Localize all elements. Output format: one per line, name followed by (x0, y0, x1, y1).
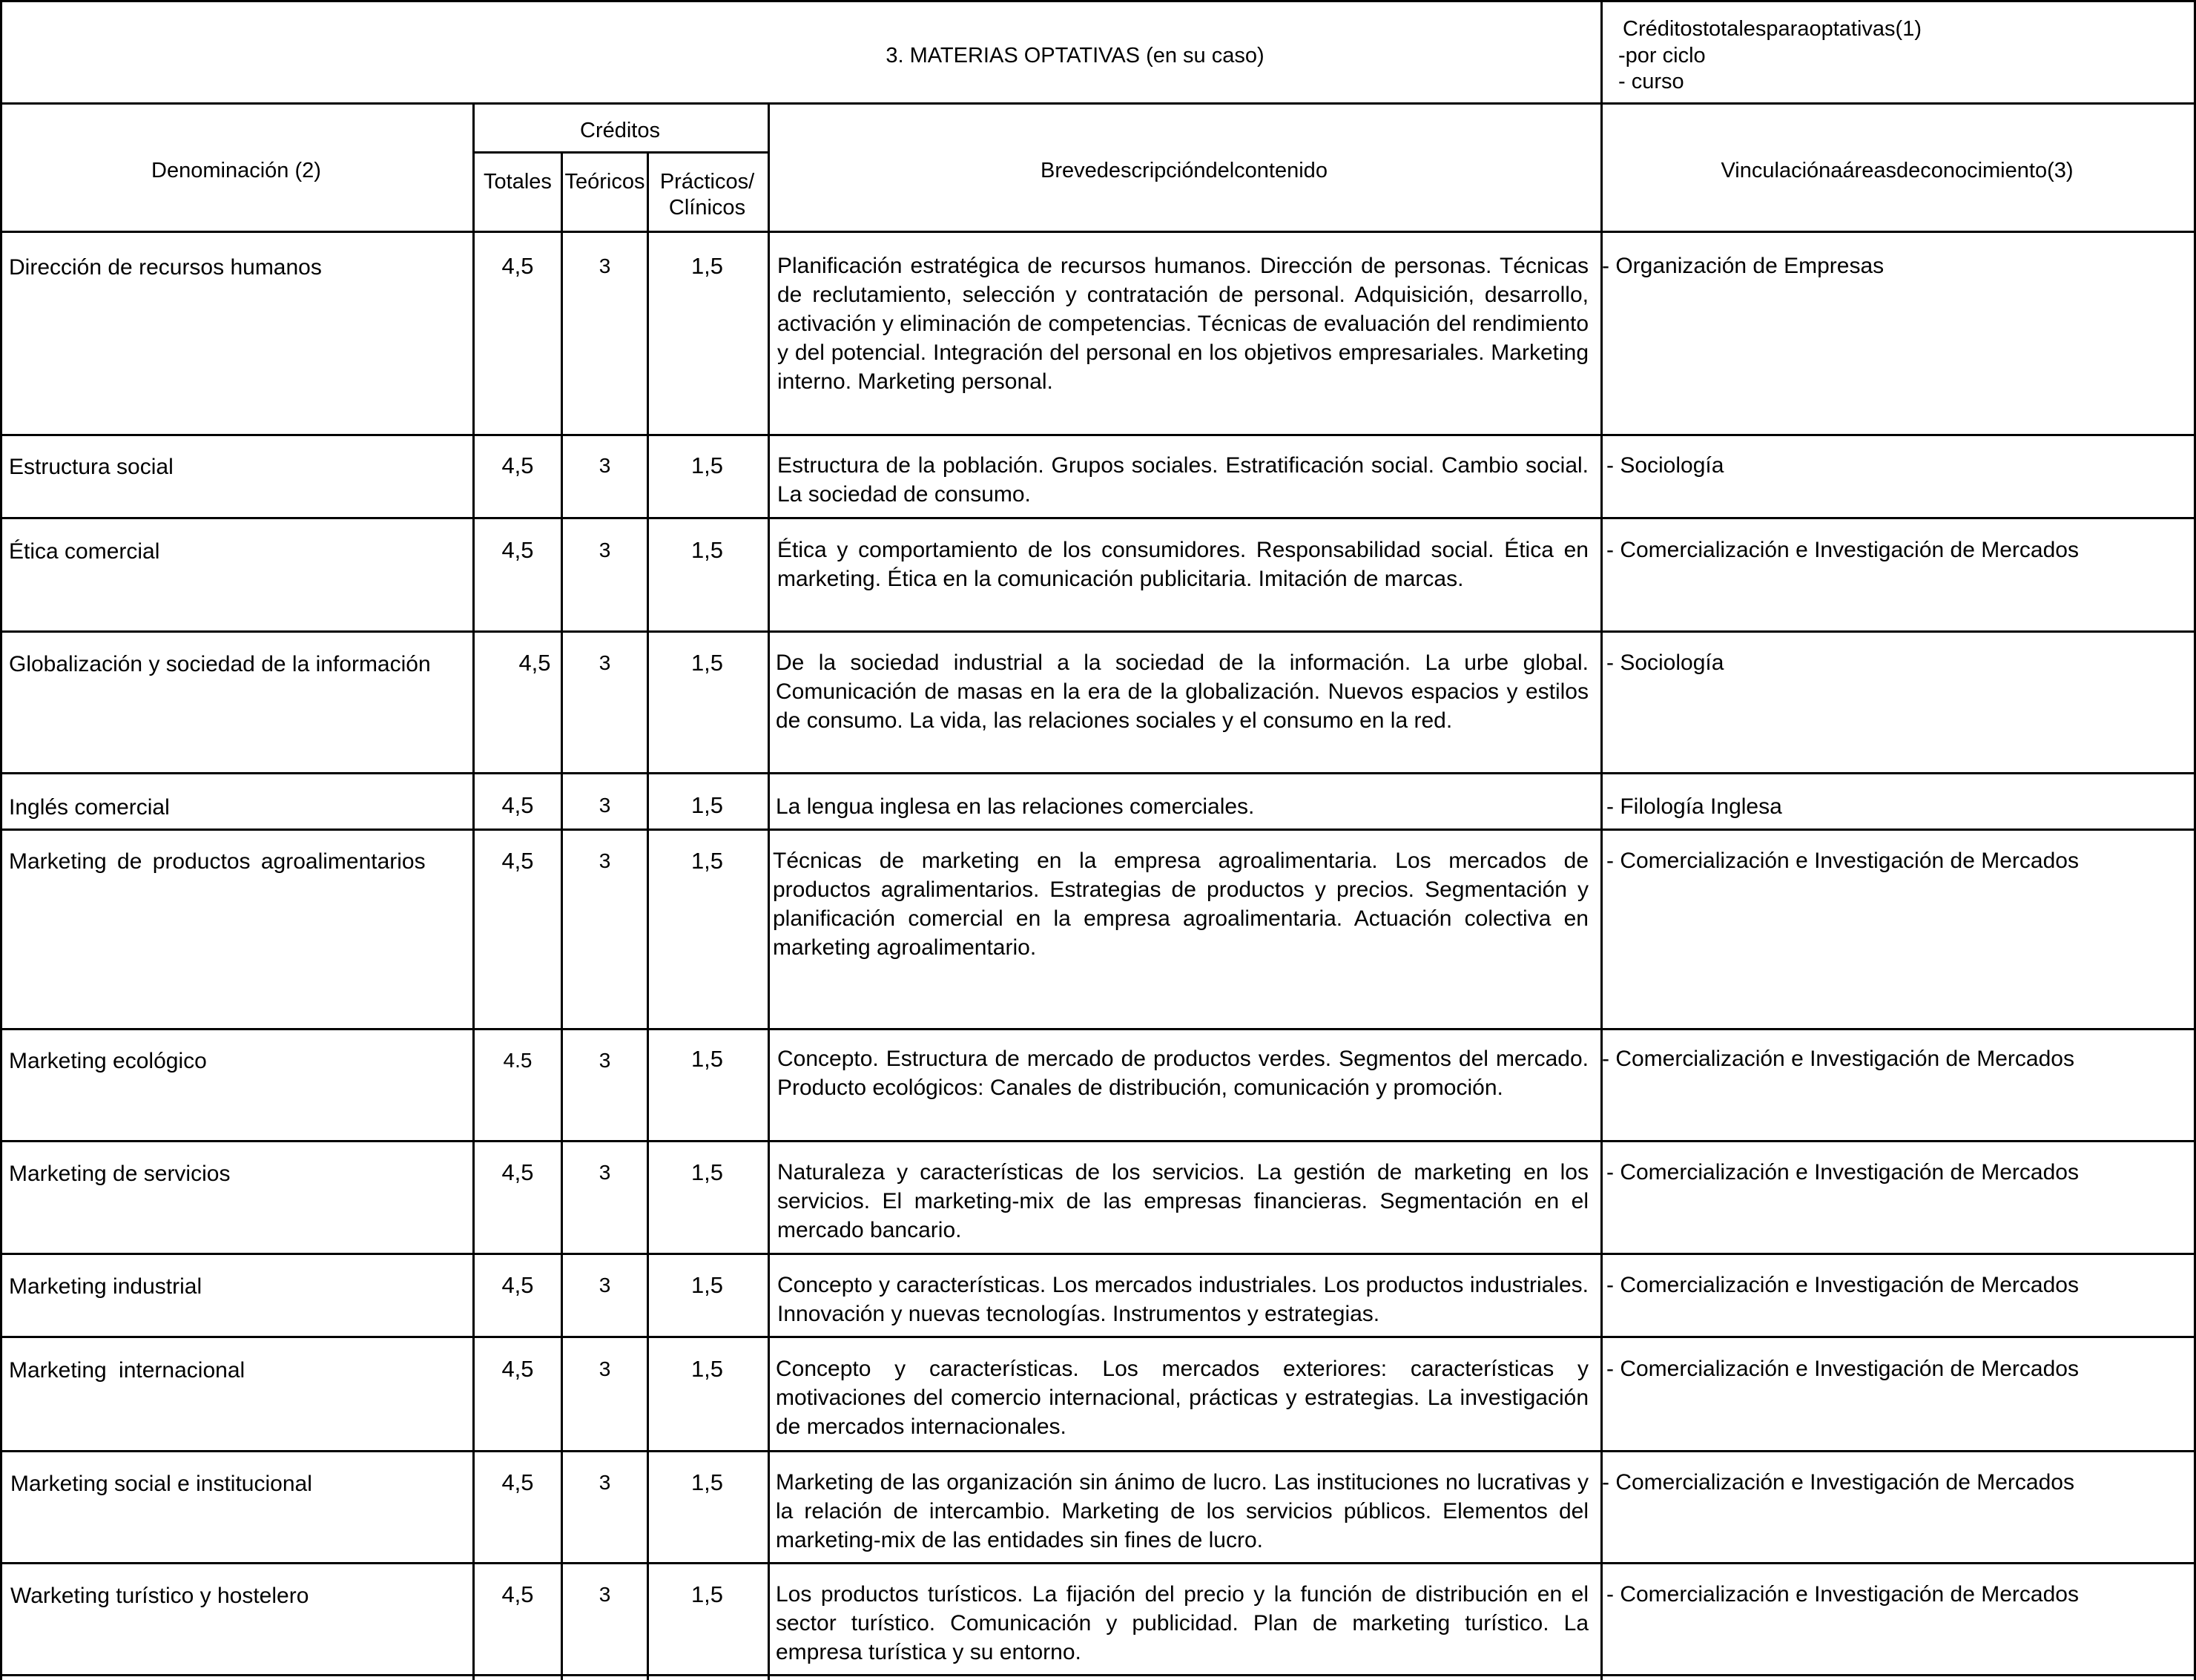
table-row-area: - Sociología (1606, 650, 1724, 675)
row-separator (0, 1336, 2196, 1338)
table-row-area: - Comercialización e Investigación de Mercados (1606, 849, 2079, 873)
table-row-teoricos: 3 (599, 454, 611, 477)
col-header-vinculacion: Vinculaciónaáreasdeconocimiento(3) (1721, 159, 2074, 182)
table-row-description: Los productos turísticos. La fijación del precio y la función de distribución en el sector turístico. Comunicación y publicidad. Plan de marketing turístico. La empresa turística y su entorno. (776, 1582, 1589, 1664)
section-title: 3. MATERIAS OPTATIVAS (en su caso) (886, 44, 1264, 67)
col-header-totales: Totales (484, 170, 552, 194)
table-row-practicos: 1,5 (690, 1159, 724, 1185)
table-row-totales: 4,5 (501, 253, 534, 279)
credits-note-line1: Créditostotalesparaoptativas(1) (1623, 17, 1922, 41)
table-row-practicos: 1,5 (690, 1581, 724, 1607)
table-row-name: Marketing social e institucional (10, 1472, 312, 1496)
row-separator (0, 829, 2196, 831)
table-row-description: Ética y comportamiento de los consumidores. Responsabilidad social. Ética en marketing. Ética en la comunicación publicitaria. Imitación de marcas. (777, 538, 1589, 591)
table-row-totales: 4,5 (501, 1272, 534, 1298)
table-row-teoricos: 3 (599, 794, 611, 817)
table-row-area: - Comercialización e Investigación de Mercados (1606, 538, 2079, 562)
table-row-name: Globalización y sociedad de la información (9, 652, 431, 676)
table-row-totales: 4,5 (501, 848, 534, 874)
col-header-practicos-2: Clínicos (668, 196, 746, 220)
table-row-teoricos: 3 (599, 538, 611, 561)
table-row-name: Ética comercial (9, 539, 160, 564)
col-header-creditos: Créditos (580, 119, 660, 142)
col-header-teoricos: Teóricos (564, 170, 645, 194)
creditos-underline (472, 151, 770, 154)
table-row-area: - Comercialización e Investigación de Mercados (1606, 1273, 2079, 1297)
table-row-area: - Comercialización e Investigación de Mercados (1602, 1470, 2074, 1495)
table-row-practicos: 1,5 (690, 1356, 724, 1382)
col-header-descripcion: Brevedescripcióndelcontenido (1041, 159, 1328, 182)
table-row-totales: 4,5 (518, 650, 551, 676)
row-separator (0, 772, 2196, 774)
table-row-name: Marketing de servicios (9, 1162, 231, 1186)
table-row-name: Marketing de productos agroalimentarios (9, 849, 426, 874)
table-row-practicos: 1,5 (690, 1046, 724, 1072)
row-separator (0, 1140, 2196, 1142)
table-row-teoricos: 3 (599, 1357, 611, 1380)
table-row-name: Inglés comercial (9, 795, 170, 820)
table-row-practicos: 1,5 (690, 1469, 724, 1495)
table-row-name: Warketing turístico y hostelero (10, 1584, 309, 1608)
table-row-totales: 4,5 (501, 1581, 534, 1607)
table-row-description: Técnicas de marketing en la empresa agroalimentaria. Los mercados de productos agralimentarios. Estrategias de productos y precios. Segmentación y planificación comercial en la empresa agroalimentaria. Actuación colectiva en marketing agroalimentario. (773, 849, 1589, 960)
column-header-bottom (0, 231, 2196, 233)
table-row-area: - Organización de Empresas (1602, 254, 1885, 278)
col-header-practicos-1: Prácticos/ (659, 170, 755, 194)
table-row-name: Marketing ecológico (9, 1049, 207, 1073)
table-row-name: Estructura social (9, 455, 174, 479)
credits-note-line2: -por ciclo (1618, 44, 1706, 67)
table-row-description: Planificación estratégica de recursos humanos. Dirección de personas. Técnicas de reclutamiento, selección y contratación de personal. Adquisición, desarrollo, activación y eliminación de competencias. Técnicas de evaluación del rendimiento y del potencial. Integración del personal en los objetivos empresariales. Marketing interno. Marketing personal. (777, 254, 1589, 394)
col-divider-name (472, 102, 475, 1680)
table-row-totales: 4,5 (501, 1469, 534, 1495)
row-separator (0, 517, 2196, 519)
row-separator (0, 630, 2196, 633)
table-row-teoricos: 3 (599, 1471, 611, 1494)
table-row-name: Marketing internacional (9, 1358, 245, 1383)
row-separator (0, 1253, 2196, 1255)
table-row-description: Marketing de las organización sin ánimo de lucro. Las instituciones no lucrativas y la relación de intercambio. Marketing de los servicios públicos. Elementos del marketing-mix de las entidades sin fines de lucro. (776, 1470, 1589, 1552)
table-row-totales: 4,5 (501, 452, 534, 478)
table-row-description: La lengua inglesa en las relaciones comerciales. (776, 794, 1255, 819)
table-row-practicos: 1,5 (690, 792, 724, 818)
table-row-teoricos: 3 (599, 849, 611, 872)
table-row-description: Naturaleza y características de los servicios. La gestión de marketing en los servicios. El marketing-mix de las empresas financieras. Segmentación en el mercado bancario. (777, 1160, 1589, 1242)
row-separator (0, 1562, 2196, 1564)
row-separator (0, 1674, 2196, 1676)
table-row-area: - Comercialización e Investigación de Mercados (1602, 1047, 2074, 1071)
table-row-description: Estructura de la población. Grupos sociales. Estratificación social. Cambio social. La sociedad de consumo. (777, 453, 1589, 507)
table-row-practicos: 1,5 (690, 848, 724, 874)
table-row-practicos: 1,5 (690, 650, 724, 676)
credits-note-line3: - curso (1618, 70, 1684, 93)
table-row-area: - Comercialización e Investigación de Mercados (1606, 1357, 2079, 1381)
table-row-description: Concepto y características. Los mercados exteriores: características y motivaciones del comercio internacional, prácticas y estrategias. La investigación de mercados internacionales. (776, 1357, 1589, 1439)
table-row-description: De la sociedad industrial a la sociedad de la información. La urbe global. Comunicación de masas en la era de la globalización. Nuevos espacios y estilos de consumo. La vida, las relaciones sociales y el consumo en la red. (776, 650, 1589, 733)
table-row-teoricos: 3 (599, 254, 611, 277)
header-divider (0, 102, 2196, 105)
col-header-denominacion: Denominación (2) (151, 159, 321, 182)
table-row-practicos: 1,5 (690, 537, 724, 563)
table-row-totales: 4,5 (501, 792, 534, 818)
table-row-area: - Filología Inglesa (1606, 794, 1782, 819)
table-row-area: - Comercialización e Investigación de Mercados (1606, 1160, 2079, 1185)
table-border-left (0, 0, 2, 1680)
table-border-top (0, 0, 2196, 2)
table-row-practicos: 1,5 (690, 452, 724, 478)
table-row-area: - Sociología (1606, 453, 1724, 478)
table-row-teoricos: 3 (599, 1049, 611, 1072)
table-row-teoricos: 3 (599, 1274, 611, 1297)
table-row-practicos: 1,5 (690, 1272, 724, 1298)
table-row-totales: 4.5 (503, 1049, 532, 1072)
table-row-totales: 4,5 (501, 1159, 534, 1185)
table-row-teoricos: 3 (599, 651, 611, 674)
table-row-description: Concepto y características. Los mercados industriales. Los productos industriales. Innovación y nuevas tecnologías. Instrumentos y estrategias. (777, 1273, 1589, 1326)
table-row-totales: 4,5 (501, 537, 534, 563)
table-row-teoricos: 3 (599, 1161, 611, 1184)
table-row-practicos: 1,5 (690, 253, 724, 279)
col-divider-desc (768, 102, 770, 1680)
table-row-totales: 4,5 (501, 1356, 534, 1382)
row-separator (0, 1028, 2196, 1030)
table-row-name: Dirección de recursos humanos (9, 255, 322, 280)
row-separator (0, 1450, 2196, 1452)
table-row-area: - Comercialización e Investigación de Mercados (1606, 1582, 2079, 1607)
table-row-teoricos: 3 (599, 1583, 611, 1606)
table-row-name: Marketing industrial (9, 1274, 202, 1299)
row-separator (0, 434, 2196, 436)
table-row-description: Concepto. Estructura de mercado de productos verdes. Segmentos del mercado. Producto ecológicos: Canales de distribución, comunicación y promoción. (777, 1047, 1589, 1100)
